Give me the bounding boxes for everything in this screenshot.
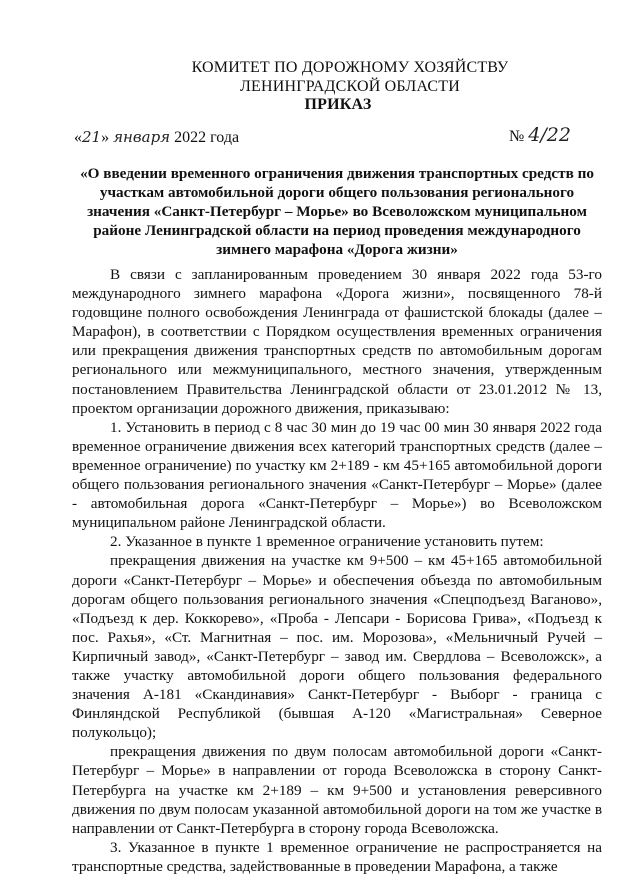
handwritten-day: 21: [82, 128, 102, 146]
paragraph-2-detour: прекращения движения на участке км 9+500 – км 45+165 автомобильной дороги «Санкт-Петербург – Морье» и обеспечения объезда по автомобильным дорогам общего пользования регионального значения «Спецподъезд Ваганово», «Подъезд к дер. Коккорево», «Проба - Лепсари - Борисова Грива», «Подъезд к пос. Рахья», «Ст. Магнитная – пос. им. Морозова», «Мельничный Ручей – Кирпичный завод», «Санкт-Петербург – завод им. Свердлова – Всеволожск», а также участку автомобильной дороги общего пользования федерального значения А-181 «Скандинавия» Санкт-Петербург - Выборг - граница с Финляндской Республикой (бывшая А-120 «Магистральная» Северное полукольцо);: [72, 552, 602, 742]
date-year: 2022 года: [174, 129, 240, 146]
handwritten-month: января: [113, 128, 171, 146]
handwritten-number: 4/22: [528, 124, 571, 146]
paragraph-1: 1. Установить в период с 8 час 30 мин до 19 час 00 мин 30 января 2022 года временное ограничение движения всех категорий транспортных средств (далее – временное ограничение) по участку км 2+189 - км 45+165 автомобильной дороги общего пользования регионального значения «Санкт-Петербург – Морье» (далее - автомобильная дорога «Санкт-Петербург – Морье») во Всеволожском муниципальном районе Ленинградской области.: [72, 418, 602, 532]
paragraph-2-reverse: прекращения движения по двум полосам автомобильной дороги «Санкт-Петербург – Морье» в направлении от города Всеволожска в сторону Санкт-Петербурга на участке км 2+189 – км 9+500 и установления реверсивного движения по двум полосам указанной автомобильной дороги на том же участке в направлении от Санкт-Петербурга в сторону города Всеволожска.: [72, 743, 602, 837]
order-number: № 4/22: [509, 124, 571, 146]
paragraph-3: 3. Указанное в пункте 1 временное ограничение не распространяется на транспортные средства, задействованные в проведении Марафона, а также: [72, 838, 602, 875]
region-name: ЛЕНИНГРАДСКОЙ ОБЛАСТИ: [239, 78, 461, 95]
order-heading: ПРИКАЗ: [304, 96, 372, 113]
order-title: «О введении временного ограничения движения транспортных средств по участкам автомобильной дороги общего пользования регионального значения «Санкт-Петербург – Морье» во Всеволожском муниципальном районе Ленинградской области на период проведения международного зимнего марафона «Дорога жизни»: [80, 165, 594, 258]
paragraph-preamble: В связи с запланированным проведением 30 января 2022 года 53-го международного зимнего марафона «Дорога жизни», посвященного 78-й годовщине полного освобождения Ленинграда от фашистской блокады (далее – Марафон), в соответствии с Порядком осуществления временных ограничения или прекращения движения транспортных средств по автомобильным дорогам регионального или межмуниципального, местного значения, утвержденным постановлением Правительства Ленинградской области от 23.01.2012 № 13, проектом организации дорожного движения, приказываю:: [72, 266, 602, 417]
paragraph-2: 2. Указанное в пункте 1 временное ограничение установить путем:: [110, 533, 544, 551]
order-body: [72, 265, 602, 876]
committee-name: КОМИТЕТ ПО ДОРОЖНОМУ ХОЗЯЙСТВУ: [191, 59, 509, 76]
order-date: «21» января 2022 года: [74, 128, 240, 146]
